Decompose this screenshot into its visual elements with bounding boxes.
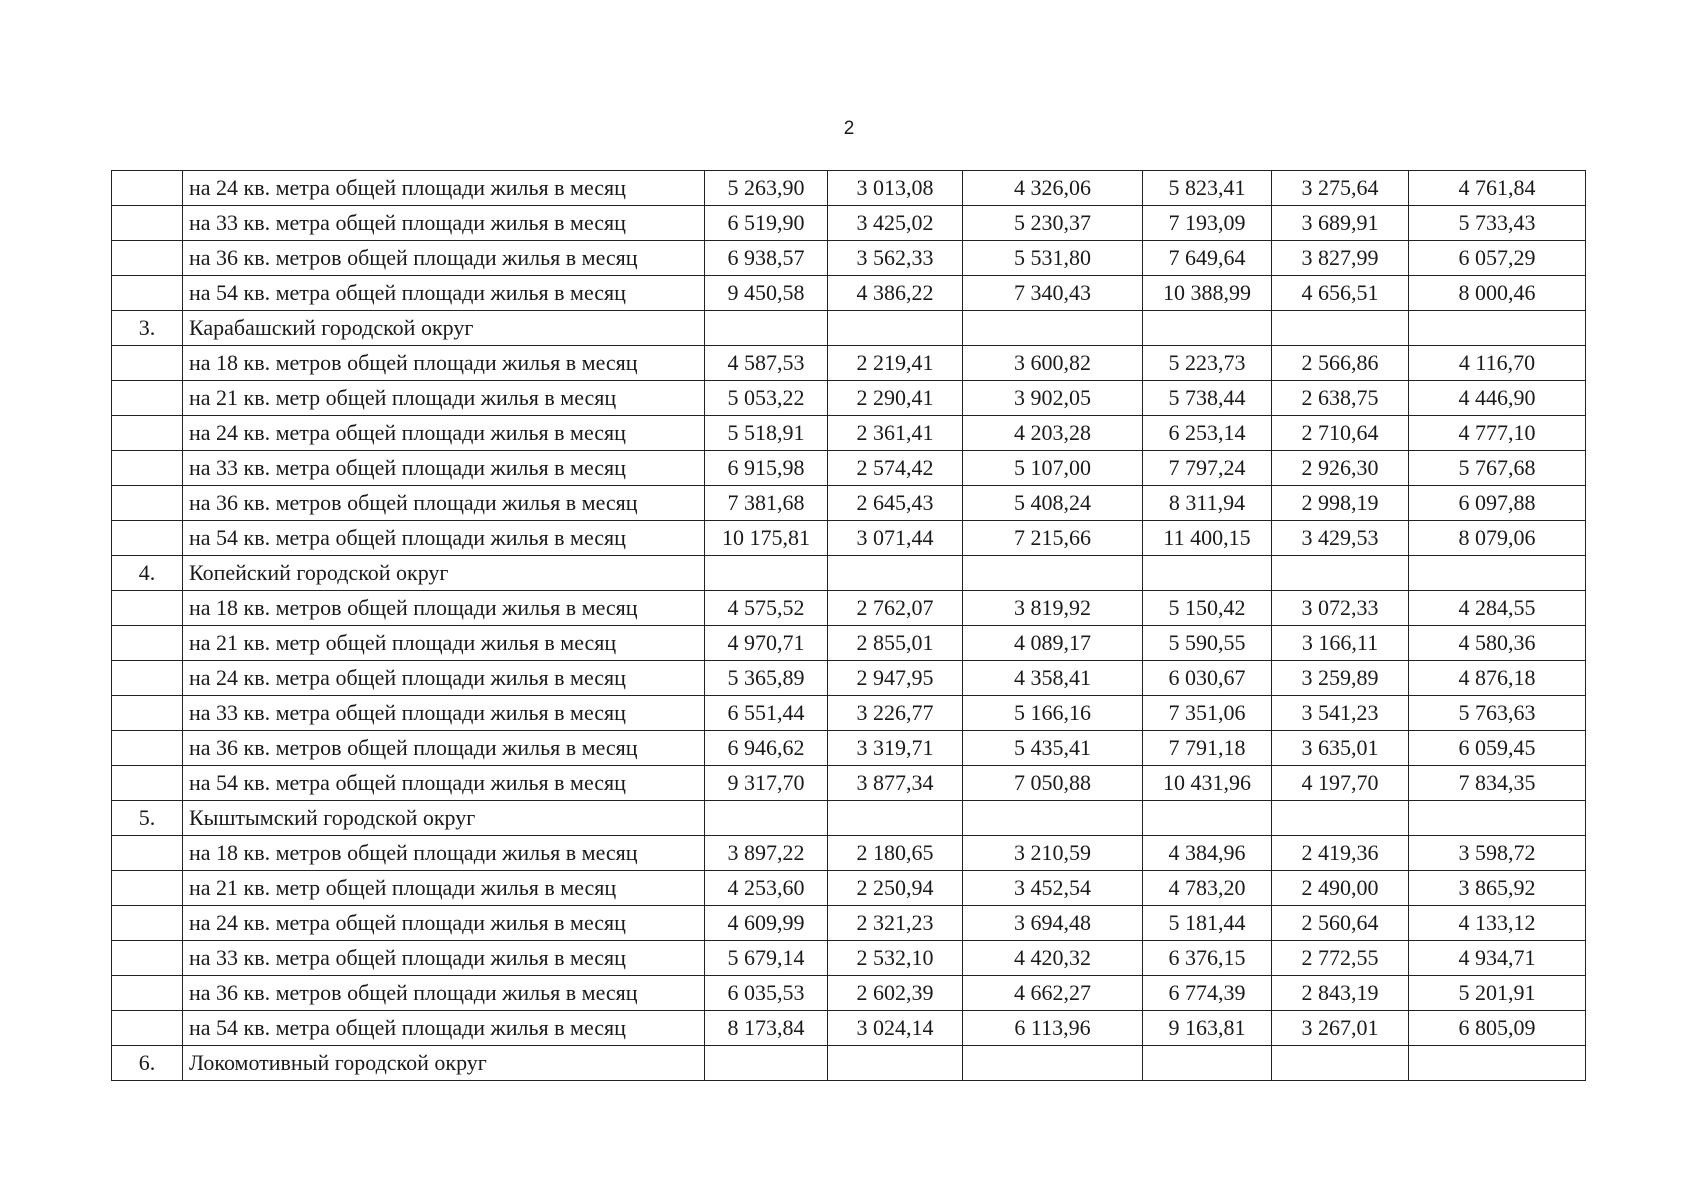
value-cell-col-4: 5 181,44 xyxy=(1143,906,1272,941)
value-cell-col-6 xyxy=(1409,311,1586,346)
value-cell-col-1: 6 938,57 xyxy=(705,241,828,276)
section-header-row xyxy=(112,801,1586,836)
table-row xyxy=(112,381,1586,416)
row-number-cell xyxy=(112,941,183,976)
value-cell-col-5: 3 635,01 xyxy=(1272,731,1409,766)
value-cell-col-2: 2 361,41 xyxy=(828,416,963,451)
table-row xyxy=(112,591,1586,626)
area-description-cell: на 33 кв. метра общей площади жилья в месяц xyxy=(183,451,705,486)
row-number-cell xyxy=(112,521,183,556)
value-cell-col-1: 6 915,98 xyxy=(705,451,828,486)
value-cell-col-2: 3 562,33 xyxy=(828,241,963,276)
value-cell-col-6: 4 133,12 xyxy=(1409,906,1586,941)
value-cell-col-1: 6 035,53 xyxy=(705,976,828,1011)
value-cell-col-2 xyxy=(828,311,963,346)
value-cell-col-4: 8 311,94 xyxy=(1143,486,1272,521)
value-cell-col-2: 2 532,10 xyxy=(828,941,963,976)
value-cell-col-1: 4 253,60 xyxy=(705,871,828,906)
value-cell-col-3: 5 435,41 xyxy=(963,731,1143,766)
value-cell-col-2: 3 024,14 xyxy=(828,1011,963,1046)
value-cell-col-1: 5 679,14 xyxy=(705,941,828,976)
value-cell-col-1: 3 897,22 xyxy=(705,836,828,871)
value-cell-col-3: 6 113,96 xyxy=(963,1011,1143,1046)
value-cell-col-4: 9 163,81 xyxy=(1143,1011,1272,1046)
value-cell-col-6: 8 079,06 xyxy=(1409,521,1586,556)
value-cell-col-5: 3 072,33 xyxy=(1272,591,1409,626)
value-cell-col-5: 3 689,91 xyxy=(1272,206,1409,241)
value-cell-col-6: 4 116,70 xyxy=(1409,346,1586,381)
value-cell-col-5: 2 843,19 xyxy=(1272,976,1409,1011)
table-row xyxy=(112,346,1586,381)
value-cell-col-4: 5 823,41 xyxy=(1143,171,1272,206)
value-cell-col-6: 4 876,18 xyxy=(1409,661,1586,696)
value-cell-col-6: 6 805,09 xyxy=(1409,1011,1586,1046)
value-cell-col-2: 2 855,01 xyxy=(828,626,963,661)
row-number-cell xyxy=(112,836,183,871)
value-cell-col-3: 5 408,24 xyxy=(963,486,1143,521)
area-description-cell: на 33 кв. метра общей площади жилья в месяц xyxy=(183,206,705,241)
value-cell-col-4: 7 649,64 xyxy=(1143,241,1272,276)
row-number-cell: 6. xyxy=(112,1046,183,1081)
value-cell-col-5: 2 710,64 xyxy=(1272,416,1409,451)
row-number-cell: 3. xyxy=(112,311,183,346)
value-cell-col-4: 6 774,39 xyxy=(1143,976,1272,1011)
row-number-cell xyxy=(112,241,183,276)
value-cell-col-6: 3 598,72 xyxy=(1409,836,1586,871)
value-cell-col-3: 7 340,43 xyxy=(963,276,1143,311)
value-cell-col-2: 2 250,94 xyxy=(828,871,963,906)
value-cell-col-6: 6 059,45 xyxy=(1409,731,1586,766)
value-cell-col-3 xyxy=(963,311,1143,346)
value-cell-col-2: 2 602,39 xyxy=(828,976,963,1011)
value-cell-col-4: 4 384,96 xyxy=(1143,836,1272,871)
value-cell-col-5 xyxy=(1272,801,1409,836)
table-row xyxy=(112,941,1586,976)
value-cell-col-1 xyxy=(705,311,828,346)
value-cell-col-2: 3 013,08 xyxy=(828,171,963,206)
table-row xyxy=(112,871,1586,906)
value-cell-col-1: 5 365,89 xyxy=(705,661,828,696)
value-cell-col-5: 3 275,64 xyxy=(1272,171,1409,206)
value-cell-col-1: 6 946,62 xyxy=(705,731,828,766)
row-number-cell xyxy=(112,451,183,486)
table-row xyxy=(112,836,1586,871)
value-cell-col-4: 6 030,67 xyxy=(1143,661,1272,696)
value-cell-col-4 xyxy=(1143,311,1272,346)
value-cell-col-6: 5 767,68 xyxy=(1409,451,1586,486)
value-cell-col-5: 2 638,75 xyxy=(1272,381,1409,416)
value-cell-col-1: 5 263,90 xyxy=(705,171,828,206)
value-cell-col-3: 4 326,06 xyxy=(963,171,1143,206)
value-cell-col-4: 10 388,99 xyxy=(1143,276,1272,311)
value-cell-col-1: 4 609,99 xyxy=(705,906,828,941)
value-cell-col-5: 2 998,19 xyxy=(1272,486,1409,521)
value-cell-col-6: 5 201,91 xyxy=(1409,976,1586,1011)
value-cell-col-6 xyxy=(1409,556,1586,591)
value-cell-col-3: 3 452,54 xyxy=(963,871,1143,906)
value-cell-col-3: 4 203,28 xyxy=(963,416,1143,451)
value-cell-col-6 xyxy=(1409,1046,1586,1081)
row-number-cell xyxy=(112,766,183,801)
value-cell-col-4 xyxy=(1143,801,1272,836)
value-cell-col-2: 2 219,41 xyxy=(828,346,963,381)
value-cell-col-1: 6 551,44 xyxy=(705,696,828,731)
page-number: 2 xyxy=(843,118,855,139)
area-description-cell: на 21 кв. метр общей площади жилья в месяц xyxy=(183,381,705,416)
municipality-name-cell: Локомотивный городской округ xyxy=(183,1046,705,1081)
value-cell-col-2: 3 319,71 xyxy=(828,731,963,766)
value-cell-col-3: 5 531,80 xyxy=(963,241,1143,276)
value-cell-col-3: 7 215,66 xyxy=(963,521,1143,556)
value-cell-col-5: 2 566,86 xyxy=(1272,346,1409,381)
value-cell-col-6: 4 777,10 xyxy=(1409,416,1586,451)
table-row xyxy=(112,696,1586,731)
value-cell-col-2: 3 877,34 xyxy=(828,766,963,801)
table-row xyxy=(112,486,1586,521)
table-row xyxy=(112,276,1586,311)
value-cell-col-3: 3 600,82 xyxy=(963,346,1143,381)
row-number-cell xyxy=(112,206,183,241)
area-description-cell: на 36 кв. метров общей площади жилья в месяц xyxy=(183,731,705,766)
value-cell-col-4: 6 376,15 xyxy=(1143,941,1272,976)
value-cell-col-4: 7 797,24 xyxy=(1143,451,1272,486)
value-cell-col-3: 4 089,17 xyxy=(963,626,1143,661)
table-row xyxy=(112,241,1586,276)
value-cell-col-2: 2 762,07 xyxy=(828,591,963,626)
table-row xyxy=(112,906,1586,941)
row-number-cell xyxy=(112,416,183,451)
value-cell-col-1: 7 381,68 xyxy=(705,486,828,521)
value-cell-col-4: 5 150,42 xyxy=(1143,591,1272,626)
row-number-cell xyxy=(112,346,183,381)
value-cell-col-1: 4 575,52 xyxy=(705,591,828,626)
value-cell-col-6: 3 865,92 xyxy=(1409,871,1586,906)
value-cell-col-3: 3 819,92 xyxy=(963,591,1143,626)
municipality-name-cell: Копейский городской округ xyxy=(183,556,705,591)
tariff-table xyxy=(111,170,1586,1081)
value-cell-col-1: 9 317,70 xyxy=(705,766,828,801)
row-number-cell xyxy=(112,276,183,311)
municipality-name-cell: Кыштымский городской округ xyxy=(183,801,705,836)
area-description-cell: на 24 кв. метра общей площади жилья в месяц xyxy=(183,906,705,941)
value-cell-col-3 xyxy=(963,1046,1143,1081)
value-cell-col-2: 2 645,43 xyxy=(828,486,963,521)
value-cell-col-2 xyxy=(828,556,963,591)
value-cell-col-4 xyxy=(1143,556,1272,591)
value-cell-col-6: 6 097,88 xyxy=(1409,486,1586,521)
section-header-row xyxy=(112,556,1586,591)
value-cell-col-4: 5 590,55 xyxy=(1143,626,1272,661)
value-cell-col-1: 5 518,91 xyxy=(705,416,828,451)
value-cell-col-3 xyxy=(963,556,1143,591)
value-cell-col-4: 5 223,73 xyxy=(1143,346,1272,381)
row-number-cell xyxy=(112,486,183,521)
area-description-cell: на 54 кв. метра общей площади жилья в месяц xyxy=(183,766,705,801)
value-cell-col-6: 4 446,90 xyxy=(1409,381,1586,416)
value-cell-col-2: 2 180,65 xyxy=(828,836,963,871)
row-number-cell xyxy=(112,731,183,766)
row-number-cell xyxy=(112,976,183,1011)
table-row xyxy=(112,451,1586,486)
value-cell-col-5: 2 419,36 xyxy=(1272,836,1409,871)
value-cell-col-1 xyxy=(705,1046,828,1081)
area-description-cell: на 18 кв. метров общей площади жилья в месяц xyxy=(183,591,705,626)
value-cell-col-2: 2 574,42 xyxy=(828,451,963,486)
value-cell-col-1: 4 970,71 xyxy=(705,626,828,661)
table-row xyxy=(112,416,1586,451)
value-cell-col-6: 8 000,46 xyxy=(1409,276,1586,311)
value-cell-col-5: 3 166,11 xyxy=(1272,626,1409,661)
table-row xyxy=(112,731,1586,766)
area-description-cell: на 54 кв. метра общей площади жилья в месяц xyxy=(183,521,705,556)
value-cell-col-6: 5 733,43 xyxy=(1409,206,1586,241)
value-cell-col-5: 3 429,53 xyxy=(1272,521,1409,556)
row-number-cell: 5. xyxy=(112,801,183,836)
row-number-cell xyxy=(112,906,183,941)
value-cell-col-3: 5 166,16 xyxy=(963,696,1143,731)
area-description-cell: на 36 кв. метров общей площади жилья в месяц xyxy=(183,976,705,1011)
value-cell-col-5: 4 656,51 xyxy=(1272,276,1409,311)
value-cell-col-3: 4 420,32 xyxy=(963,941,1143,976)
value-cell-col-5: 2 490,00 xyxy=(1272,871,1409,906)
value-cell-col-3: 3 902,05 xyxy=(963,381,1143,416)
value-cell-col-5 xyxy=(1272,311,1409,346)
area-description-cell: на 54 кв. метра общей площади жилья в месяц xyxy=(183,276,705,311)
value-cell-col-2: 2 947,95 xyxy=(828,661,963,696)
value-cell-col-4: 7 351,06 xyxy=(1143,696,1272,731)
value-cell-col-4: 11 400,15 xyxy=(1143,521,1272,556)
value-cell-col-5: 2 560,64 xyxy=(1272,906,1409,941)
table-row xyxy=(112,206,1586,241)
table-row xyxy=(112,976,1586,1011)
section-header-row xyxy=(112,1046,1586,1081)
value-cell-col-1: 6 519,90 xyxy=(705,206,828,241)
value-cell-col-2 xyxy=(828,801,963,836)
value-cell-col-3: 4 662,27 xyxy=(963,976,1143,1011)
value-cell-col-2: 3 425,02 xyxy=(828,206,963,241)
value-cell-col-1 xyxy=(705,556,828,591)
row-number-cell xyxy=(112,1011,183,1046)
value-cell-col-6: 4 284,55 xyxy=(1409,591,1586,626)
value-cell-col-1 xyxy=(705,801,828,836)
area-description-cell: на 24 кв. метра общей площади жилья в месяц xyxy=(183,661,705,696)
area-description-cell: на 21 кв. метр общей площади жилья в месяц xyxy=(183,871,705,906)
value-cell-col-6: 4 761,84 xyxy=(1409,171,1586,206)
value-cell-col-5 xyxy=(1272,1046,1409,1081)
value-cell-col-3: 7 050,88 xyxy=(963,766,1143,801)
value-cell-col-4 xyxy=(1143,1046,1272,1081)
area-description-cell: на 33 кв. метра общей площади жилья в месяц xyxy=(183,941,705,976)
value-cell-col-1: 10 175,81 xyxy=(705,521,828,556)
value-cell-col-3: 5 107,00 xyxy=(963,451,1143,486)
area-description-cell: на 24 кв. метра общей площади жилья в месяц xyxy=(183,171,705,206)
value-cell-col-5: 3 267,01 xyxy=(1272,1011,1409,1046)
value-cell-col-4: 6 253,14 xyxy=(1143,416,1272,451)
row-number-cell xyxy=(112,626,183,661)
value-cell-col-4: 7 193,09 xyxy=(1143,206,1272,241)
row-number-cell xyxy=(112,696,183,731)
value-cell-col-5: 2 926,30 xyxy=(1272,451,1409,486)
municipality-name-cell: Карабашский городской округ xyxy=(183,311,705,346)
area-description-cell: на 21 кв. метр общей площади жилья в месяц xyxy=(183,626,705,661)
row-number-cell xyxy=(112,381,183,416)
value-cell-col-2: 3 071,44 xyxy=(828,521,963,556)
area-description-cell: на 18 кв. метров общей площади жилья в месяц xyxy=(183,836,705,871)
area-description-cell: на 18 кв. метров общей площади жилья в месяц xyxy=(183,346,705,381)
tariff-table-body xyxy=(112,171,1586,1081)
value-cell-col-2: 4 386,22 xyxy=(828,276,963,311)
value-cell-col-2: 2 290,41 xyxy=(828,381,963,416)
value-cell-col-5: 4 197,70 xyxy=(1272,766,1409,801)
value-cell-col-3: 4 358,41 xyxy=(963,661,1143,696)
value-cell-col-1: 8 173,84 xyxy=(705,1011,828,1046)
table-row xyxy=(112,1011,1586,1046)
table-row xyxy=(112,626,1586,661)
section-header-row xyxy=(112,311,1586,346)
value-cell-col-3 xyxy=(963,801,1143,836)
row-number-cell xyxy=(112,591,183,626)
area-description-cell: на 33 кв. метра общей площади жилья в месяц xyxy=(183,696,705,731)
row-number-cell xyxy=(112,171,183,206)
value-cell-col-5: 2 772,55 xyxy=(1272,941,1409,976)
value-cell-col-2: 2 321,23 xyxy=(828,906,963,941)
table-row xyxy=(112,661,1586,696)
value-cell-col-1: 9 450,58 xyxy=(705,276,828,311)
area-description-cell: на 54 кв. метра общей площади жилья в месяц xyxy=(183,1011,705,1046)
row-number-cell xyxy=(112,661,183,696)
row-number-cell: 4. xyxy=(112,556,183,591)
value-cell-col-1: 4 587,53 xyxy=(705,346,828,381)
value-cell-col-5: 3 827,99 xyxy=(1272,241,1409,276)
value-cell-col-6 xyxy=(1409,801,1586,836)
value-cell-col-4: 7 791,18 xyxy=(1143,731,1272,766)
value-cell-col-4: 5 738,44 xyxy=(1143,381,1272,416)
value-cell-col-3: 3 210,59 xyxy=(963,836,1143,871)
value-cell-col-4: 10 431,96 xyxy=(1143,766,1272,801)
area-description-cell: на 36 кв. метров общей площади жилья в месяц xyxy=(183,241,705,276)
value-cell-col-1: 5 053,22 xyxy=(705,381,828,416)
value-cell-col-6: 6 057,29 xyxy=(1409,241,1586,276)
value-cell-col-6: 4 934,71 xyxy=(1409,941,1586,976)
value-cell-col-4: 4 783,20 xyxy=(1143,871,1272,906)
value-cell-col-6: 7 834,35 xyxy=(1409,766,1586,801)
value-cell-col-5: 3 541,23 xyxy=(1272,696,1409,731)
value-cell-col-2 xyxy=(828,1046,963,1081)
row-number-cell xyxy=(112,871,183,906)
value-cell-col-5 xyxy=(1272,556,1409,591)
value-cell-col-3: 3 694,48 xyxy=(963,906,1143,941)
area-description-cell: на 24 кв. метра общей площади жилья в месяц xyxy=(183,416,705,451)
value-cell-col-3: 5 230,37 xyxy=(963,206,1143,241)
table-row xyxy=(112,521,1586,556)
table-row xyxy=(112,766,1586,801)
value-cell-col-6: 5 763,63 xyxy=(1409,696,1586,731)
area-description-cell: на 36 кв. метров общей площади жилья в месяц xyxy=(183,486,705,521)
value-cell-col-2: 3 226,77 xyxy=(828,696,963,731)
value-cell-col-5: 3 259,89 xyxy=(1272,661,1409,696)
value-cell-col-6: 4 580,36 xyxy=(1409,626,1586,661)
table-row xyxy=(112,171,1586,206)
